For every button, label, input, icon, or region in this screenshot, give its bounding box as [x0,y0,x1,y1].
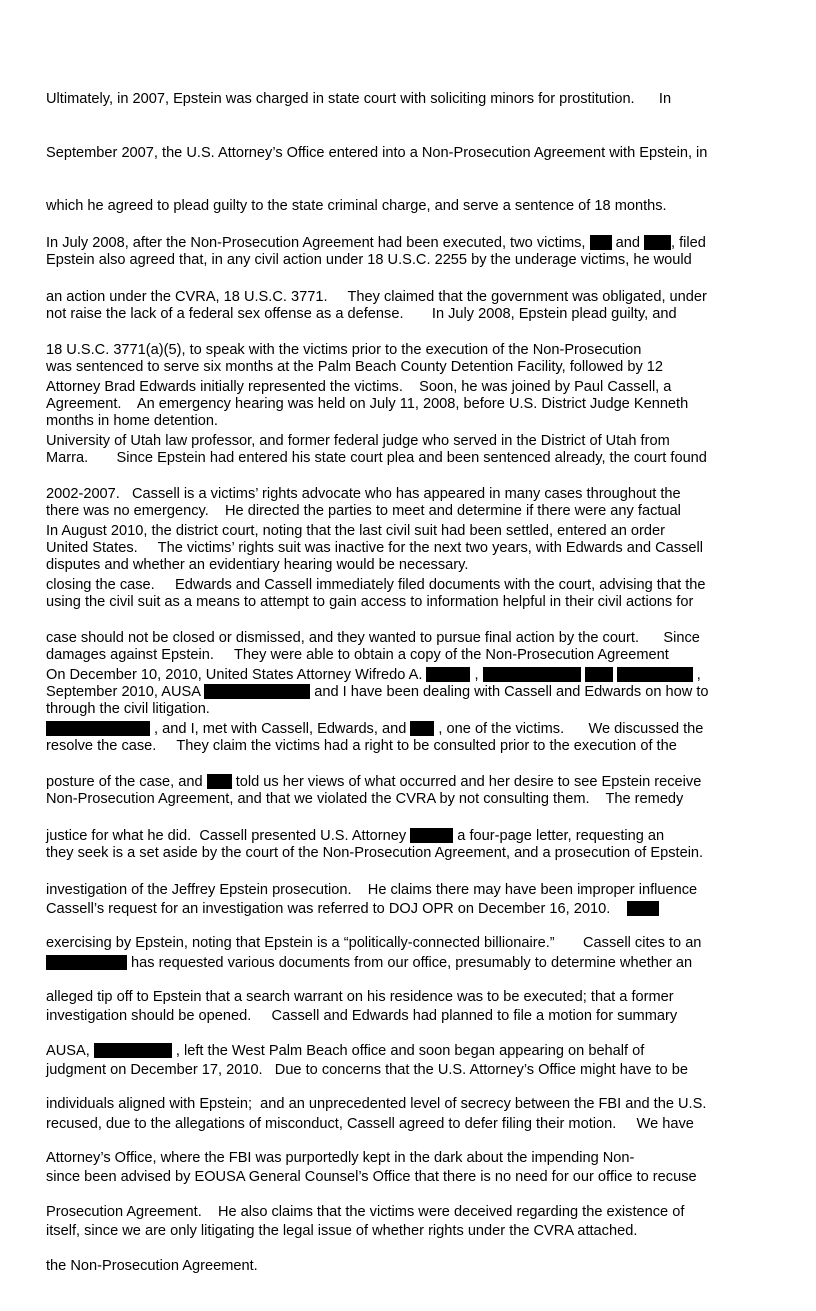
text-line [46,667,776,685]
text-line: investigation of the Jeffrey Epstein prosecution. He claims there may have been improper influence [46,881,698,898]
text-segment: , one of the victims. We discussed the [434,720,704,737]
text-line: recused, due to the allegations of misconduct, Cassell agreed to defer filing their motion. We have [46,1115,694,1132]
text-line: since been advised by EOUSA General Counsel’s Office that there is no need for our office to recuse [46,1169,697,1186]
redaction-box [410,721,434,736]
text-line: 18 U.S.C. 3771(a)(5), to speak with the victims prior to the execution of the Non-Prosecution [46,342,642,359]
text-line: Agreement. An emergency hearing was held on July 11, 2008, before U.S. District Judge Kenneth [46,395,689,412]
text-segment: , left the West Palm Beach office and soon began appearing on behalf of [171,1042,645,1059]
redaction-box [207,774,232,789]
text-line: Non-Prosecution Agreement, and that we violated the CVRA by not consulting them. The remedy [46,791,684,808]
text-line: resolve the case. They claim the victims had a right to be consulted prior to the execution of the [46,737,677,754]
text-line: Marra. Since Epstein had entered his state court plea and been sentenced already, the court found [46,449,707,466]
text-line: there was no emergency. He directed the parties to meet and determine if there were any factual [46,503,681,520]
text-line: through the civil litigation. [46,701,210,718]
text-segment: and [611,234,644,251]
text-line: itself, since we are only litigating the legal issue of whether rights under the CVRA attached. [46,1223,638,1240]
text-line: 2002-2007. Cassell is a victims’ rights advocate who has appeared in many cases throughout the [46,486,681,503]
text-segment: September 2010, AUSA [46,683,205,700]
text-line: alleged tip off to Epstein that a search warrant on his residence was to be executed; that a former [46,989,674,1006]
text-segment: AUSA, [46,1042,94,1059]
text-line: the Non-Prosecution Agreement. [46,1257,258,1274]
redaction-box [483,667,581,682]
text-line: they seek is a set aside by the court of the Non-Prosecution Agreement, and a prosecution of Epstein. [46,845,704,862]
text-segment: , [470,666,483,683]
text-line: investigation should be opened. Cassell and Edwards had planned to file a motion for summary [46,1008,678,1025]
text-line: closing the case. Edwards and Cassell immediately filed documents with the court, advising that the [46,576,706,593]
redaction-box [585,667,613,682]
text-line [46,235,776,253]
text-line: an action under the CVRA, 18 U.S.C. 3771. They claimed that the government was obligated, under [46,288,707,305]
text-line: exercising by Epstein, noting that Epstein is a “politically-connected billionaire.” Cassell cites to an [46,935,702,952]
text-segment: justice for what he did. Cassell presented U.S. Attorney [46,827,411,844]
text-line [46,774,776,792]
text-line: Prosecution Agreement. He also claims that the victims were deceived regarding the existence of [46,1203,685,1220]
text-segment: a four-page letter, requesting an [453,827,665,844]
text-line: University of Utah law professor, and former federal judge who served in the District of Utah from [46,432,670,449]
text-line: Epstein also agreed that, in any civil action under 18 U.S.C. 2255 by the underage victims, he would [46,251,692,268]
paragraph-6 [46,865,776,1277]
text-line: damages against Epstein. They were able to obtain a copy of the Non-Prosecution Agreement [46,647,669,664]
text-line: individuals aligned with Epstein; and an unprecedented level of secrecy between the FBI and the U.S. [46,1096,707,1113]
text-line: which he agreed to plead guilty to the state criminal charge, and serve a sentence of 18 months. [46,198,667,215]
text-segment: told us her views of what occurred and her desire to see Epstein receive [231,774,702,791]
text-line: Attorney’s Office, where the FBI was purportedly kept in the dark about the impending Non- [46,1150,635,1167]
text-line: case should not be closed or dismissed, and they wanted to pursue final action by the court. Since [46,630,700,647]
text-segment: , [692,666,701,683]
text-line: using the civil suit as a means to attempt to gain access to information helpful in their civil actions for [46,593,694,610]
text-segment: , filed [671,234,706,251]
text-line [46,901,776,919]
redaction-box [644,235,671,250]
text-line: was sentenced to serve six months at the Palm Beach County Detention Facility, followed by 12 [46,359,664,376]
text-segment: On December 10, 2010, United States Attorney Wifredo A. [46,666,427,683]
text-line: United States. The victims’ rights suit was inactive for the next two years, with Edwards and Cassell [46,539,703,556]
text-line: In August 2010, the district court, noting that the last civil suit had been settled, entered an order [46,522,665,539]
text-segment: posture of the case, and [46,774,207,791]
redaction-box [627,901,659,916]
text-line: months in home detention. [46,413,218,430]
text-line [46,828,776,846]
text-line: judgment on December 17, 2010. Due to concerns that the U.S. Attorney’s Office might have to be [46,1061,688,1078]
text-line: disputes and whether an evidentiary hearing would be necessary. [46,557,469,574]
text-line: Ultimately, in 2007, Epstein was charged in state court with soliciting minors for prostitution. In [46,90,672,107]
redaction-box [426,667,470,682]
text-line [46,955,776,973]
text-line: not raise the lack of a federal sex offense as a defense. In July 2008, Epstein plead guilty, and [46,305,677,322]
redaction-box [590,235,612,250]
text-segment: Cassell’s request for an investigation was referred to DOJ OPR on December 16, 2010. [46,900,627,917]
text-line [46,721,776,739]
text-line: September 2007, the U.S. Attorney’s Office entered into a Non-Prosecution Agreement with Epstein, in [46,144,708,161]
text-segment: In July 2008, after the Non-Prosecution Agreement had been executed, two victims, [46,234,590,251]
text-segment: , and I, met with Cassell, Edwards, and [150,720,411,737]
redaction-box [410,828,453,843]
redaction-box [617,667,693,682]
text-segment: and I have been dealing with Cassell and Edwards on how to [310,683,709,700]
text-line: Attorney Brad Edwards initially represented the victims. Soon, he was joined by Paul Cassell, a [46,378,672,395]
text-segment: has requested various documents from our office, presumably to determine whether an [127,954,693,971]
redaction-box [46,721,150,736]
redaction-box [46,955,127,970]
